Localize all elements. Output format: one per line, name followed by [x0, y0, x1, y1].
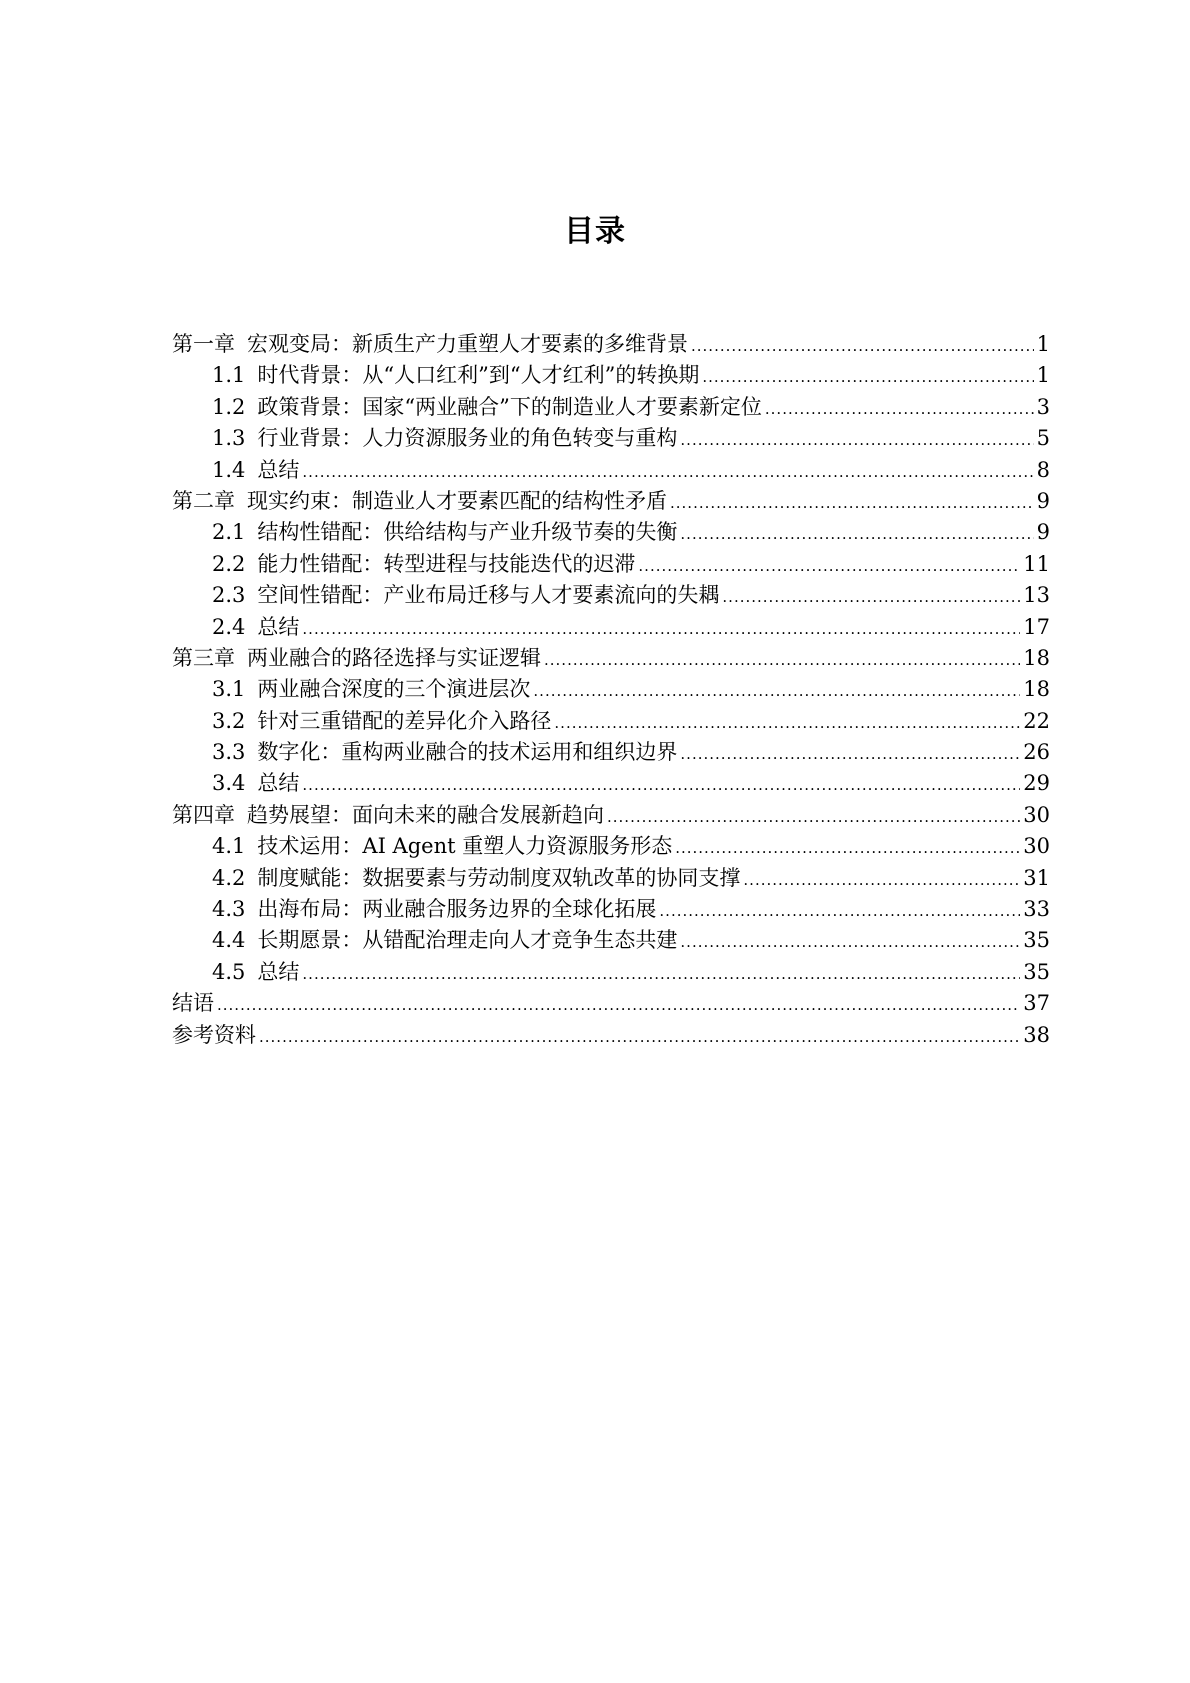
toc-entry-page: 18: [1023, 645, 1050, 670]
toc-entry[interactable]: [172, 737, 1050, 768]
toc-dot-leader: [302, 959, 1020, 990]
toc-entry-number: 4.4: [212, 928, 246, 953]
toc-entry-page: 8: [1036, 457, 1050, 482]
toc-entry-page: 17: [1023, 614, 1050, 639]
toc-entry-title: 结构性错配：供给结构与产业升级节奏的失衡: [257, 520, 678, 545]
toc-entry-page: 9: [1036, 520, 1050, 545]
toc-entry-title: 趋势展望：面向未来的融合发展新趋向: [247, 802, 604, 827]
toc-entry-number: 2.4: [212, 614, 246, 639]
toc-entry-title: 总结: [257, 457, 300, 482]
toc-dot-leader: [533, 676, 1020, 707]
toc-entry-number: 1.1: [212, 363, 246, 388]
toc-entry[interactable]: [172, 423, 1050, 454]
toc-entry-page: 33: [1023, 897, 1050, 922]
toc-entry-page: 9: [1036, 488, 1050, 513]
toc-entry[interactable]: [172, 831, 1050, 862]
toc-entry-page: 1: [1036, 363, 1050, 388]
toc-entry-number: 第四章: [172, 802, 235, 827]
toc-entry-number: 2.1: [212, 520, 246, 545]
toc-entry-number: 1.2: [212, 394, 246, 419]
toc-entry-title: 时代背景：从“人口红利”到“人才红利”的转换期: [257, 363, 700, 388]
toc-dot-leader: [680, 425, 1033, 456]
toc-dot-leader: [302, 457, 1033, 488]
toc-entry-number: 2.3: [212, 583, 246, 608]
toc-entry-title: 出海布局：两业融合服务边界的全球化拓展: [257, 897, 657, 922]
toc-entry-page: 18: [1023, 677, 1050, 702]
toc-entry[interactable]: [172, 894, 1050, 925]
toc-entry-page: 30: [1023, 834, 1050, 859]
toc-entry-page: 5: [1036, 426, 1050, 451]
toc-dot-leader: [670, 488, 1034, 519]
toc-entry[interactable]: [172, 612, 1050, 643]
toc-entry[interactable]: [172, 863, 1050, 894]
toc-entry[interactable]: [172, 988, 1050, 1019]
toc-entry-page: 30: [1023, 802, 1050, 827]
toc-entry-number: 3.2: [212, 708, 246, 733]
toc-entry-number: 3.3: [212, 740, 246, 765]
toc-dot-leader: [743, 865, 1020, 896]
toc-dot-leader: [659, 896, 1020, 927]
toc-entry-number: 1.3: [212, 426, 246, 451]
toc-entry-page: 35: [1023, 959, 1050, 984]
toc-entry-page: 22: [1023, 708, 1050, 733]
toc-entry-number: 第二章: [172, 488, 235, 513]
toc-dot-leader: [638, 551, 1020, 582]
toc-list: [172, 329, 1050, 1051]
toc-entry-number: 4.1: [212, 834, 246, 859]
toc-entry-number: 第一章: [172, 332, 235, 356]
toc-dot-leader: [675, 833, 1020, 864]
toc-entry-title: 制度赋能：数据要素与劳动制度双轨改革的协同支撑: [257, 865, 741, 890]
toc-entry-title: 总结: [257, 614, 300, 639]
toc-dot-leader: [302, 614, 1020, 645]
toc-entry[interactable]: [172, 674, 1050, 705]
toc-entry[interactable]: [172, 392, 1050, 423]
toc-title: 目录: [564, 214, 626, 249]
toc-entry-title: 两业融合的路径选择与实证逻辑: [247, 645, 541, 670]
toc-entry-page: 35: [1023, 928, 1050, 953]
toc-entry[interactable]: [172, 329, 1050, 360]
toc-dot-leader: [302, 770, 1020, 801]
toc-entry[interactable]: [172, 925, 1050, 956]
toc-entry-title: 长期愿景：从错配治理走向人才竞争生态共建: [257, 928, 678, 953]
toc-entry-number: 4.2: [212, 865, 246, 890]
toc-entry-title: 现实约束：制造业人才要素匹配的结构性矛盾: [247, 488, 667, 513]
toc-dot-leader: [544, 645, 1020, 676]
toc-entry[interactable]: [172, 455, 1050, 486]
toc-entry-title: 参考资料: [172, 1022, 256, 1047]
toc-entry[interactable]: [172, 643, 1050, 674]
toc-dot-leader: [702, 362, 1033, 393]
toc-entry-page: 3: [1036, 394, 1050, 419]
toc-entry-number: 3.4: [212, 771, 246, 796]
toc-entry-page: 13: [1023, 583, 1050, 608]
toc-entry[interactable]: [172, 1020, 1050, 1051]
toc-entry[interactable]: [172, 706, 1050, 737]
toc-dot-leader: [554, 708, 1020, 739]
toc-dot-leader: [217, 990, 1020, 1021]
toc-entry-page: 29: [1023, 771, 1050, 796]
toc-entry-title: 总结: [257, 771, 300, 796]
toc-dot-leader: [691, 331, 1034, 362]
toc-entry-number: 2.2: [212, 551, 246, 576]
toc-dot-leader: [765, 394, 1034, 425]
toc-entry-number: 第三章: [172, 645, 235, 670]
toc-entry[interactable]: [172, 768, 1050, 799]
toc-entry-title: 总结: [257, 959, 300, 984]
toc-dot-leader: [680, 519, 1033, 550]
toc-entry-number: 4.5: [212, 959, 246, 984]
toc-dot-leader: [722, 582, 1020, 613]
toc-entry-title: 空间性错配：产业布局迁移与人才要素流向的失耦: [257, 583, 720, 608]
toc-entry-page: 31: [1023, 865, 1050, 890]
toc-entry-page: 38: [1023, 1022, 1050, 1047]
toc-entry-page: 1: [1036, 332, 1050, 356]
toc-entry-title: 政策背景：国家“两业融合”下的制造业人才要素新定位: [257, 394, 762, 419]
toc-entry[interactable]: [172, 360, 1050, 391]
toc-entry-page: 11: [1023, 551, 1050, 576]
toc-entry-title: 针对三重错配的差异化介入路径: [257, 708, 552, 733]
toc-entry[interactable]: [172, 957, 1050, 988]
toc-entry[interactable]: [172, 486, 1050, 517]
toc-entry-title: 宏观变局：新质生产力重塑人才要素的多维背景: [247, 332, 688, 356]
toc-entry-page: 37: [1023, 991, 1050, 1016]
toc-entry-number: 4.3: [212, 897, 246, 922]
toc-entry-title: 结语: [172, 991, 214, 1016]
toc-entry-number: 1.4: [212, 457, 246, 482]
toc-dot-leader: [259, 1022, 1020, 1053]
toc-dot-leader: [607, 802, 1020, 833]
toc-entry-number: 3.1: [212, 677, 246, 702]
toc-entry-title: 两业融合深度的三个演进层次: [257, 677, 531, 702]
toc-entry-page: 26: [1023, 740, 1050, 765]
toc-dot-leader: [680, 739, 1020, 770]
toc-entry-title: 行业背景：人力资源服务业的角色转变与重构: [257, 426, 678, 451]
toc-entry[interactable]: [172, 580, 1050, 611]
toc-dot-leader: [680, 927, 1020, 958]
toc-entry[interactable]: [172, 549, 1050, 580]
toc-entry-title: 数字化：重构两业融合的技术运用和组织边界: [257, 740, 678, 765]
toc-entry[interactable]: [172, 517, 1050, 548]
toc-entry-title: 技术运用：AI Agent 重塑人力资源服务形态: [257, 834, 673, 859]
toc-entry-title: 能力性错配：转型进程与技能迭代的迟滞: [257, 551, 636, 576]
toc-entry[interactable]: [172, 800, 1050, 831]
